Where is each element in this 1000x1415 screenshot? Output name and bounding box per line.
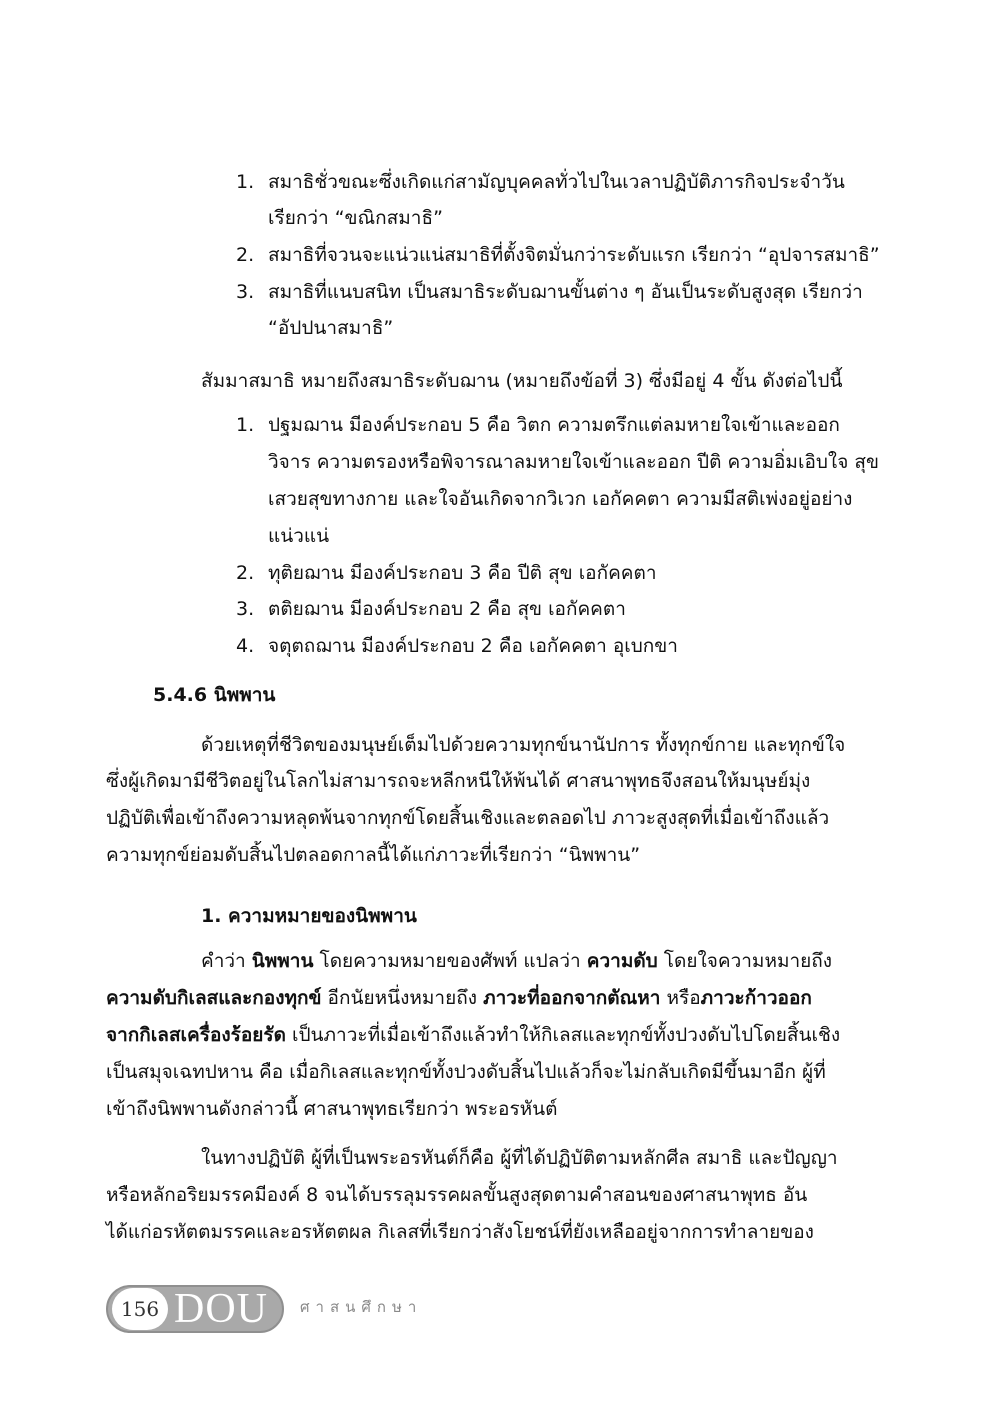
dou-logo: DOU [174, 1286, 268, 1332]
section-heading: 5.4.6 นิพพาน [153, 684, 276, 706]
list1-item3-line1: สมาธิที่แนบสนิท เป็นสมาธิระดับฌานขั้นต่าง ๆ อันเป็นระดับสูงสุด เรียกว่า [268, 281, 863, 303]
list2-item3-number: 3. [236, 598, 255, 620]
samma-intro: สัมมาสมาธิ หมายถึงสมาธิระดับฌาน (หมายถึงข้อที่ 3) ซึ่งมีอยู่ 4 ขั้น ดังต่อไปนี้ [201, 370, 843, 392]
list2-item1-line3: เสวยสุขทางกาย และใจอันเกิดจากวิเวก เอกัคคตา ความมีสติเพ่งอยู่อย่าง [268, 488, 853, 510]
book-title: ศาสนศึกษา [300, 1298, 423, 1316]
list1-item1-number: 1. [236, 171, 255, 193]
para2-bold-term: นิพพาน [251, 950, 314, 972]
para3-line2: หรือหลักอริยมรรคมีองค์ 8 จนได้บรรลุมรรคผลขั้นสูงสุดตามคำสอนของศาสนาพุทธ อัน [106, 1184, 808, 1206]
para2-text: โดยใจความหมายถึง [657, 950, 833, 972]
para2-text: หรือ [660, 987, 701, 1009]
para2-bold-term: ภาวะก้าวออก [700, 987, 812, 1009]
para3-line1: ในทางปฏิบัติ ผู้ที่เป็นพระอรหันต์ก็คือ ผู้ที่ได้ปฏิบัติตามหลักศีล สมาธิ และปัญญา [201, 1147, 838, 1169]
para2-line1 [201, 946, 832, 976]
page-number: 156 [112, 1288, 168, 1330]
para1-line1: ด้วยเหตุที่ชีวิตของมนุษย์เต็มไปด้วยความทุกข์นานัปการ ทั้งทุกข์กาย และทุกข์ใจ [201, 734, 846, 756]
list1-item3-line2: “อัปปนาสมาธิ” [268, 317, 394, 339]
para2-text: อีกนัยหนึ่งหมายถึง [321, 987, 484, 1009]
para2-line4: เป็นสมุจเฉทปหาน คือ เมื่อกิเลสและทุกข์ทั้งปวงดับสิ้นไปแล้วก็จะไม่กลับเกิดมีขึ้นมาอีก ผู้ที่ [106, 1061, 826, 1083]
list2-item1-line1: ปฐมฌาน มีองค์ประกอบ 5 คือ วิตก ความตรึกแต่ลมหายใจเข้าและออก [268, 414, 840, 436]
list1-item2-number: 2. [236, 244, 255, 266]
list2-item1-line2: วิจาร ความตรองหรือพิจารณาลมหายใจเข้าและออก ปีติ ความอิ่มเอิบใจ สุข [268, 451, 879, 473]
para2-line5: เข้าถึงนิพพานดังกล่าวนี้ ศาสนาพุทธเรียกว่า พระอรหันต์ [106, 1098, 558, 1120]
para3-line3: ได้แก่อรหัตตมรรคและอรหัตตผล กิเลสที่เรียกว่าสังโยชน์ที่ยังเหลืออยู่จากการทำลายของ [106, 1221, 814, 1243]
list2-item4-number: 4. [236, 635, 255, 657]
list2-item3-line1: ตติยฌาน มีองค์ประกอบ 2 คือ สุข เอกัคคตา [268, 598, 626, 620]
list1-item1-line1: สมาธิชั่วขณะซึ่งเกิดแก่สามัญบุคคลทั่วไปในเวลาปฏิบัติภารกิจประจำวัน [268, 171, 845, 193]
para2-text: เป็นภาวะที่เมื่อเข้าถึงแล้วทำให้กิเลสและทุกข์ทั้งปวงดับไปโดยสิ้นเชิง [285, 1024, 841, 1046]
para2-line2 [106, 983, 812, 1013]
para2-bold-term: ความดับ [586, 950, 658, 972]
para1-line3: ปฏิบัติเพื่อเข้าถึงความหลุดพ้นจากทุกข์โดยสิ้นเชิงและตลอดไป ภาวะสูงสุดที่เมื่อเข้าถึงแล้ว [106, 807, 830, 829]
list1-item2-line1: สมาธิที่จวนจะแน่วแน่สมาธิที่ตั้งจิตมั่นกว่าระดับแรก เรียกว่า “อุปจารสมาธิ” [268, 244, 880, 266]
list1-item1-line2: เรียกว่า “ขณิกสมาธิ” [268, 207, 443, 229]
sub-heading: 1. ความหมายของนิพพาน [201, 905, 417, 927]
list2-item4-line1: จตุตถฌาน มีองค์ประกอบ 2 คือ เอกัคคตา อุเบกขา [268, 635, 678, 657]
para1-line2: ซึ่งผู้เกิดมามีชีวิตอยู่ในโลกไม่สามารถจะหลีกหนีให้พ้นได้ ศาสนาพุทธจึงสอนให้มนุษย์มุ่ง [106, 770, 811, 792]
list2-item2-line1: ทุติยฌาน มีองค์ประกอบ 3 คือ ปีติ สุข เอกัคคตา [268, 562, 657, 584]
para2-line3 [106, 1020, 840, 1050]
list2-item1-number: 1. [236, 414, 255, 436]
para1-line4: ความทุกข์ย่อมดับสิ้นไปตลอดกาลนี้ได้แก่ภาวะที่เรียกว่า “นิพพาน” [106, 844, 641, 866]
para2-text: คำว่า [201, 950, 252, 972]
list1-item3-number: 3. [236, 281, 255, 303]
para2-bold-term: ความดับกิเลสและกองทุกข์ [106, 987, 322, 1009]
list2-item2-number: 2. [236, 562, 255, 584]
para2-bold-term: ภาวะที่ออกจากตัณหา [483, 987, 661, 1009]
list2-item1-line4: แน่วแน่ [268, 525, 330, 547]
para2-bold-term: จากกิเลสเครื่องร้อยรัด [106, 1024, 286, 1046]
para2-text: โดยความหมายของศัพท์ แปลว่า [313, 950, 587, 972]
